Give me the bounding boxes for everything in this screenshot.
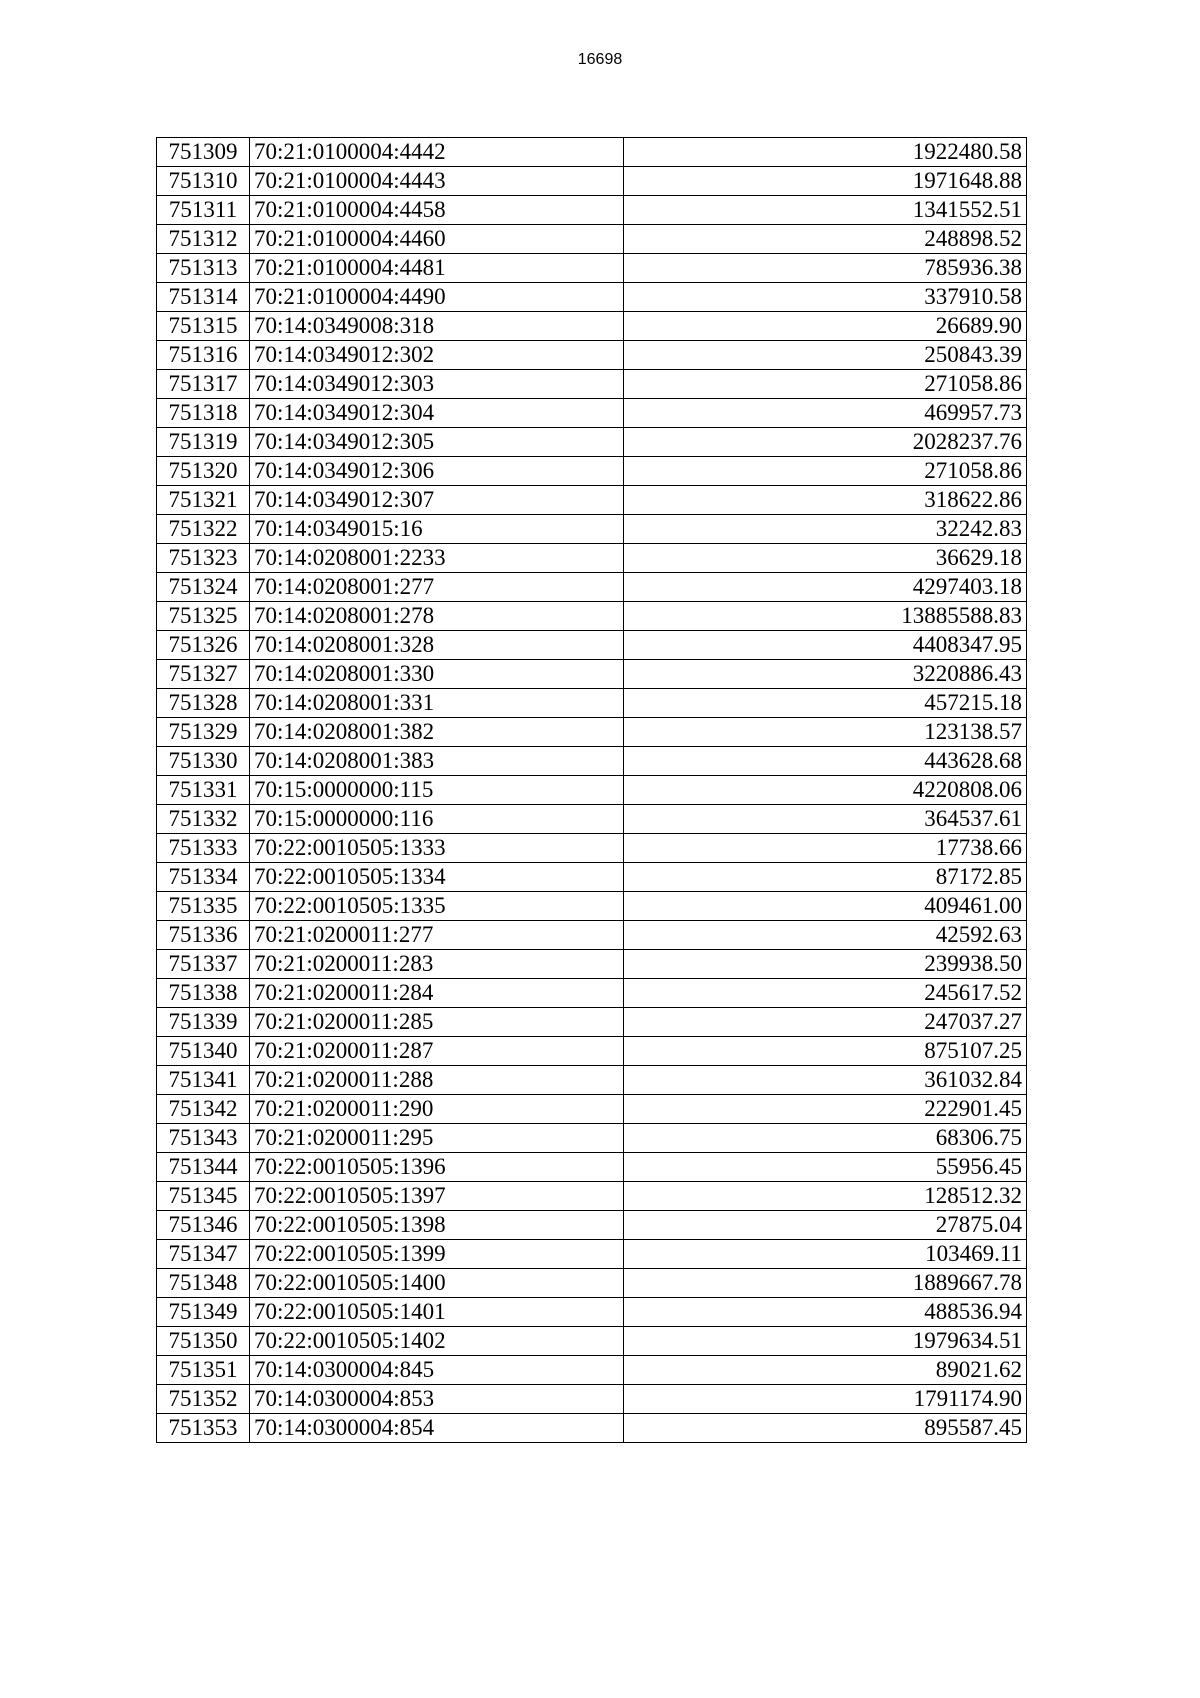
cadastral-number-cell: 70:14:0208001:277 bbox=[250, 573, 624, 602]
row-number-cell: 751331 bbox=[157, 776, 250, 805]
table-row bbox=[157, 805, 1027, 834]
cadastral-number-cell: 70:21:0200011:287 bbox=[250, 1037, 624, 1066]
table-row bbox=[157, 979, 1027, 1008]
cadastral-number-cell: 70:21:0200011:295 bbox=[250, 1124, 624, 1153]
cadastral-number-cell: 70:22:0010505:1333 bbox=[250, 834, 624, 863]
table-row bbox=[157, 515, 1027, 544]
cadastral-value-cell: 55956.45 bbox=[624, 1153, 1027, 1182]
cadastral-value-cell: 1889667.78 bbox=[624, 1269, 1027, 1298]
cadastral-value-cell: 364537.61 bbox=[624, 805, 1027, 834]
cadastral-number-cell: 70:21:0100004:4490 bbox=[250, 283, 624, 312]
table-row bbox=[157, 341, 1027, 370]
row-number-cell: 751309 bbox=[157, 138, 250, 167]
table-row bbox=[157, 167, 1027, 196]
table-row bbox=[157, 254, 1027, 283]
cadastral-value-cell: 2028237.76 bbox=[624, 428, 1027, 457]
cadastral-number-cell: 70:14:0300004:845 bbox=[250, 1356, 624, 1385]
row-number-cell: 751352 bbox=[157, 1385, 250, 1414]
cadastral-number-cell: 70:14:0208001:331 bbox=[250, 689, 624, 718]
table-row bbox=[157, 602, 1027, 631]
cadastral-value-cell: 318622.86 bbox=[624, 486, 1027, 515]
cadastral-value-cell: 68306.75 bbox=[624, 1124, 1027, 1153]
cadastral-value-cell: 32242.83 bbox=[624, 515, 1027, 544]
cadastral-number-cell: 70:14:0349012:302 bbox=[250, 341, 624, 370]
row-number-cell: 751347 bbox=[157, 1240, 250, 1269]
cadastral-value-cell: 247037.27 bbox=[624, 1008, 1027, 1037]
row-number-cell: 751327 bbox=[157, 660, 250, 689]
row-number-cell: 751349 bbox=[157, 1298, 250, 1327]
cadastral-value-cell: 87172.85 bbox=[624, 863, 1027, 892]
cadastral-value-cell: 103469.11 bbox=[624, 1240, 1027, 1269]
cadastral-value-cell: 27875.04 bbox=[624, 1211, 1027, 1240]
cadastral-value-cell: 248898.52 bbox=[624, 225, 1027, 254]
row-number-cell: 751342 bbox=[157, 1095, 250, 1124]
table-row bbox=[157, 486, 1027, 515]
cadastral-number-cell: 70:22:0010505:1396 bbox=[250, 1153, 624, 1182]
table-row bbox=[157, 225, 1027, 254]
table-row bbox=[157, 1327, 1027, 1356]
cadastral-value-cell: 4408347.95 bbox=[624, 631, 1027, 660]
cadastral-value-cell: 222901.45 bbox=[624, 1095, 1027, 1124]
cadastral-value-cell: 1922480.58 bbox=[624, 138, 1027, 167]
cadastral-number-cell: 70:14:0208001:383 bbox=[250, 747, 624, 776]
cadastral-value-cell: 1971648.88 bbox=[624, 167, 1027, 196]
table-row bbox=[157, 1066, 1027, 1095]
row-number-cell: 751322 bbox=[157, 515, 250, 544]
table-row bbox=[157, 834, 1027, 863]
row-number-cell: 751312 bbox=[157, 225, 250, 254]
cadastral-value-cell: 1791174.90 bbox=[624, 1385, 1027, 1414]
table-body bbox=[157, 138, 1027, 1443]
cadastral-number-cell: 70:21:0200011:277 bbox=[250, 921, 624, 950]
table-row bbox=[157, 1385, 1027, 1414]
row-number-cell: 751321 bbox=[157, 486, 250, 515]
cadastral-number-cell: 70:14:0208001:328 bbox=[250, 631, 624, 660]
table-row bbox=[157, 1240, 1027, 1269]
table-row bbox=[157, 196, 1027, 225]
row-number-cell: 751334 bbox=[157, 863, 250, 892]
cadastral-number-cell: 70:21:0200011:283 bbox=[250, 950, 624, 979]
table-row bbox=[157, 457, 1027, 486]
table-row bbox=[157, 428, 1027, 457]
cadastral-number-cell: 70:15:0000000:116 bbox=[250, 805, 624, 834]
row-number-cell: 751328 bbox=[157, 689, 250, 718]
cadastral-number-cell: 70:14:0349015:16 bbox=[250, 515, 624, 544]
cadastral-value-cell: 17738.66 bbox=[624, 834, 1027, 863]
row-number-cell: 751335 bbox=[157, 892, 250, 921]
row-number-cell: 751333 bbox=[157, 834, 250, 863]
row-number-cell: 751350 bbox=[157, 1327, 250, 1356]
cadastral-value-cell: 4297403.18 bbox=[624, 573, 1027, 602]
cadastral-value-cell: 409461.00 bbox=[624, 892, 1027, 921]
cadastral-number-cell: 70:21:0100004:4481 bbox=[250, 254, 624, 283]
cadastral-value-cell: 36629.18 bbox=[624, 544, 1027, 573]
cadastral-value-cell: 245617.52 bbox=[624, 979, 1027, 1008]
row-number-cell: 751353 bbox=[157, 1414, 250, 1443]
row-number-cell: 751313 bbox=[157, 254, 250, 283]
table-row bbox=[157, 1095, 1027, 1124]
row-number-cell: 751332 bbox=[157, 805, 250, 834]
row-number-cell: 751345 bbox=[157, 1182, 250, 1211]
cadastral-number-cell: 70:14:0208001:2233 bbox=[250, 544, 624, 573]
table-row bbox=[157, 776, 1027, 805]
table-row bbox=[157, 1153, 1027, 1182]
table-row bbox=[157, 863, 1027, 892]
row-number-cell: 751329 bbox=[157, 718, 250, 747]
cadastral-number-cell: 70:14:0349012:303 bbox=[250, 370, 624, 399]
cadastral-value-cell: 1979634.51 bbox=[624, 1327, 1027, 1356]
cadastral-number-cell: 70:22:0010505:1397 bbox=[250, 1182, 624, 1211]
cadastral-number-cell: 70:14:0208001:330 bbox=[250, 660, 624, 689]
cadastral-value-cell: 337910.58 bbox=[624, 283, 1027, 312]
table-row bbox=[157, 370, 1027, 399]
row-number-cell: 751310 bbox=[157, 167, 250, 196]
table-row bbox=[157, 689, 1027, 718]
row-number-cell: 751344 bbox=[157, 1153, 250, 1182]
row-number-cell: 751324 bbox=[157, 573, 250, 602]
table-row bbox=[157, 283, 1027, 312]
cadastral-number-cell: 70:21:0200011:284 bbox=[250, 979, 624, 1008]
row-number-cell: 751319 bbox=[157, 428, 250, 457]
row-number-cell: 751315 bbox=[157, 312, 250, 341]
cadastral-value-cell: 42592.63 bbox=[624, 921, 1027, 950]
cadastral-value-cell: 26689.90 bbox=[624, 312, 1027, 341]
table-row bbox=[157, 312, 1027, 341]
row-number-cell: 751311 bbox=[157, 196, 250, 225]
table-row bbox=[157, 1037, 1027, 1066]
cadastral-value-cell: 1341552.51 bbox=[624, 196, 1027, 225]
page-number: 16698 bbox=[577, 51, 623, 68]
table-row bbox=[157, 573, 1027, 602]
cadastral-value-cell: 443628.68 bbox=[624, 747, 1027, 776]
row-number-cell: 751351 bbox=[157, 1356, 250, 1385]
table-row bbox=[157, 950, 1027, 979]
cadastral-number-cell: 70:14:0349012:304 bbox=[250, 399, 624, 428]
cadastral-value-cell: 895587.45 bbox=[624, 1414, 1027, 1443]
cadastral-number-cell: 70:21:0100004:4443 bbox=[250, 167, 624, 196]
cadastral-number-cell: 70:22:0010505:1398 bbox=[250, 1211, 624, 1240]
table-row bbox=[157, 718, 1027, 747]
row-number-cell: 751318 bbox=[157, 399, 250, 428]
row-number-cell: 751341 bbox=[157, 1066, 250, 1095]
table-row bbox=[157, 399, 1027, 428]
cadastral-value-cell: 488536.94 bbox=[624, 1298, 1027, 1327]
table-row bbox=[157, 1124, 1027, 1153]
cadastral-number-cell: 70:22:0010505:1334 bbox=[250, 863, 624, 892]
table-row bbox=[157, 1008, 1027, 1037]
row-number-cell: 751343 bbox=[157, 1124, 250, 1153]
row-number-cell: 751323 bbox=[157, 544, 250, 573]
cadastral-number-cell: 70:14:0300004:853 bbox=[250, 1385, 624, 1414]
cadastral-number-cell: 70:14:0300004:854 bbox=[250, 1414, 624, 1443]
cadastral-value-cell: 13885588.83 bbox=[624, 602, 1027, 631]
row-number-cell: 751337 bbox=[157, 950, 250, 979]
row-number-cell: 751317 bbox=[157, 370, 250, 399]
table-row bbox=[157, 892, 1027, 921]
row-number-cell: 751338 bbox=[157, 979, 250, 1008]
cadastral-number-cell: 70:14:0349008:318 bbox=[250, 312, 624, 341]
table-row bbox=[157, 1414, 1027, 1443]
cadastral-value-cell: 271058.86 bbox=[624, 457, 1027, 486]
cadastral-value-cell: 785936.38 bbox=[624, 254, 1027, 283]
table-row bbox=[157, 1269, 1027, 1298]
cadastral-number-cell: 70:22:0010505:1399 bbox=[250, 1240, 624, 1269]
cadastral-value-cell: 128512.32 bbox=[624, 1182, 1027, 1211]
cadastral-number-cell: 70:21:0100004:4442 bbox=[250, 138, 624, 167]
cadastral-number-cell: 70:15:0000000:115 bbox=[250, 776, 624, 805]
table-row bbox=[157, 921, 1027, 950]
table-row bbox=[157, 138, 1027, 167]
cadastral-value-cell: 469957.73 bbox=[624, 399, 1027, 428]
row-number-cell: 751316 bbox=[157, 341, 250, 370]
table-row bbox=[157, 1356, 1027, 1385]
row-number-cell: 751326 bbox=[157, 631, 250, 660]
table-row bbox=[157, 1211, 1027, 1240]
table-row bbox=[157, 660, 1027, 689]
row-number-cell: 751320 bbox=[157, 457, 250, 486]
cadastral-number-cell: 70:14:0349012:305 bbox=[250, 428, 624, 457]
cadastral-number-cell: 70:21:0100004:4460 bbox=[250, 225, 624, 254]
cadastral-number-cell: 70:22:0010505:1402 bbox=[250, 1327, 624, 1356]
row-number-cell: 751330 bbox=[157, 747, 250, 776]
row-number-cell: 751336 bbox=[157, 921, 250, 950]
cadastral-value-cell: 875107.25 bbox=[624, 1037, 1027, 1066]
cadastral-number-cell: 70:22:0010505:1401 bbox=[250, 1298, 624, 1327]
cadastral-value-cell: 89021.62 bbox=[624, 1356, 1027, 1385]
cadastral-number-cell: 70:21:0200011:285 bbox=[250, 1008, 624, 1037]
cadastral-value-cell: 250843.39 bbox=[624, 341, 1027, 370]
cadastral-value-cell: 123138.57 bbox=[624, 718, 1027, 747]
row-number-cell: 751314 bbox=[157, 283, 250, 312]
cadastral-value-cell: 457215.18 bbox=[624, 689, 1027, 718]
cadastral-number-cell: 70:21:0100004:4458 bbox=[250, 196, 624, 225]
table-row bbox=[157, 1182, 1027, 1211]
cadastral-number-cell: 70:14:0349012:307 bbox=[250, 486, 624, 515]
table-row bbox=[157, 544, 1027, 573]
cadastral-value-cell: 239938.50 bbox=[624, 950, 1027, 979]
table-row bbox=[157, 631, 1027, 660]
cadastral-number-cell: 70:22:0010505:1335 bbox=[250, 892, 624, 921]
row-number-cell: 751325 bbox=[157, 602, 250, 631]
cadastral-value-cell: 361032.84 bbox=[624, 1066, 1027, 1095]
cadastral-value-cell: 3220886.43 bbox=[624, 660, 1027, 689]
cadastral-number-cell: 70:21:0200011:288 bbox=[250, 1066, 624, 1095]
cadastral-value-cell: 271058.86 bbox=[624, 370, 1027, 399]
cadastral-number-cell: 70:21:0200011:290 bbox=[250, 1095, 624, 1124]
cadastral-number-cell: 70:14:0208001:278 bbox=[250, 602, 624, 631]
cadastral-number-cell: 70:14:0208001:382 bbox=[250, 718, 624, 747]
cadastral-number-cell: 70:22:0010505:1400 bbox=[250, 1269, 624, 1298]
row-number-cell: 751339 bbox=[157, 1008, 250, 1037]
row-number-cell: 751340 bbox=[157, 1037, 250, 1066]
cadastral-number-cell: 70:14:0349012:306 bbox=[250, 457, 624, 486]
row-number-cell: 751346 bbox=[157, 1211, 250, 1240]
table-row bbox=[157, 747, 1027, 776]
cadastral-value-table bbox=[156, 137, 1027, 1443]
row-number-cell: 751348 bbox=[157, 1269, 250, 1298]
table-row bbox=[157, 1298, 1027, 1327]
cadastral-value-cell: 4220808.06 bbox=[624, 776, 1027, 805]
